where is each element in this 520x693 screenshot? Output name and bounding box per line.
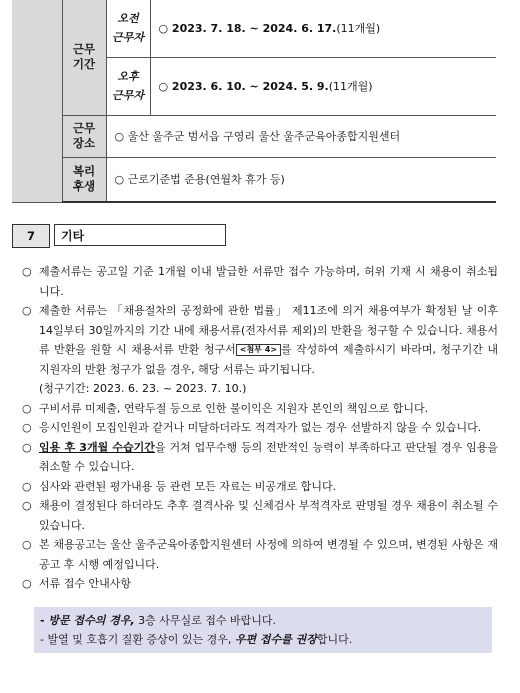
list-item: ○ 본 채용공고는 울산 울주군육아종합지원센터 사정에 의하여 변경될 수 있으며, 변경된 사항은 재공고 후 시행 예정입니다. [22, 535, 498, 574]
benefits-header: 복리 후생 [62, 157, 106, 202]
circle-bullet-icon: ○ [22, 499, 32, 512]
morning-worker-label: 오전 근무자 [106, 0, 150, 57]
list-item: ○ 응시인원이 모집인원과 같거나 미달하더라도 적격자가 없는 경우 선발하지 않을 수 있습니다. [22, 418, 498, 438]
submission-notice-box [34, 607, 492, 653]
list-item: ○ 심사와 관련된 평가내용 등 관련 모든 자료는 비공개로 합니다. [22, 477, 498, 497]
work-location-value: ○ 울산 울주군 범서읍 구영리 울산 울주군육아종합지원센터 [106, 115, 496, 157]
notes-list [22, 262, 498, 594]
probation-emphasis: 임용 후 3개월 수습기간 [39, 440, 155, 454]
afternoon-worker-period: ○ 2023. 6. 10. ~ 2024. 5. 9.(11개월) [150, 57, 496, 115]
circle-bullet-icon: ○ [22, 265, 32, 278]
table-spacer [12, 0, 62, 202]
list-item: ○ 임용 후 3개월 수습기간을 거쳐 업무수행 등의 전반적인 능력이 부족하다고 판단될 경우 임용을 취소할 수 있습니다. [22, 438, 498, 477]
notice-line-mail: - 발열 및 호흡기 질환 증상이 있는 경우, 우편 접수를 권장합니다. [40, 633, 353, 646]
circle-bullet-icon: ○ [22, 304, 32, 317]
list-item: ○ 제출서류는 공고일 기준 1개월 이내 발급한 서류만 접수 가능하며, 허위 기재 시 채용이 취소됩니다. [22, 262, 498, 301]
employment-info-table [12, 0, 496, 203]
list-item: ○ 채용이 결정된다 하더라도 추후 결격사유 및 신체검사 부적격자로 판명될 경우 채용이 취소될 수 있습니다. [22, 496, 498, 535]
section-title: 기타 [54, 224, 226, 246]
circle-bullet-icon: ○ [22, 577, 32, 590]
work-location-header: 근무 장소 [62, 115, 106, 157]
circle-bullet-icon: ○ [22, 421, 32, 434]
notice-line-visit: - 방문 접수의 경우, 3층 사무실로 접수 바랍니다. [40, 614, 277, 627]
circle-bullet-icon: ○ [22, 440, 32, 454]
work-period-header: 근무 기간 [62, 0, 106, 115]
circle-bullet-icon: ○ [22, 538, 32, 551]
attachment-tag: <첨부 4> [236, 344, 281, 356]
circle-bullet-icon: ○ [22, 479, 32, 493]
circle-bullet-icon: ○ [22, 401, 32, 415]
claim-period-note: (청구기간: 2023. 6. 23. ~ 2023. 7. 10.) [39, 382, 247, 395]
list-item: ○ 구비서류 미제출, 연락두절 등으로 인한 불이익은 지원자 본인의 책임으로 합니다. [22, 399, 498, 419]
list-item: ○ 제출한 서류는 「채용절차의 공정화에 관한 법률」 제11조에 의거 채용여부가 확정된 날 이후 14일부터 30일까지의 기간 내에 채용서류(전자서류 제외)의 반환을 청구할 수 있습니다. 채용서류 반환을 원할 시 채용서류 반환 청구서 <첨부 4> 를 작성하여 제출하시기 바라며, 청구기간 내 지원자의 반환 청구가 없을 경우, 해당 서류는 파기됩니다. (청구기간: 2023. 6. 23. ~ 2023. 7. 10.) [22, 301, 498, 399]
section-header [12, 224, 226, 248]
benefits-value: ○ 근로기준법 준용(연월차 휴가 등) [106, 157, 496, 202]
list-item: ○ 서류 접수 안내사항 [22, 574, 498, 594]
morning-worker-period: ○ 2023. 7. 18. ~ 2024. 6. 17.(11개월) [150, 0, 496, 57]
afternoon-worker-label: 오후 근무자 [106, 57, 150, 115]
section-number: 7 [12, 224, 50, 248]
